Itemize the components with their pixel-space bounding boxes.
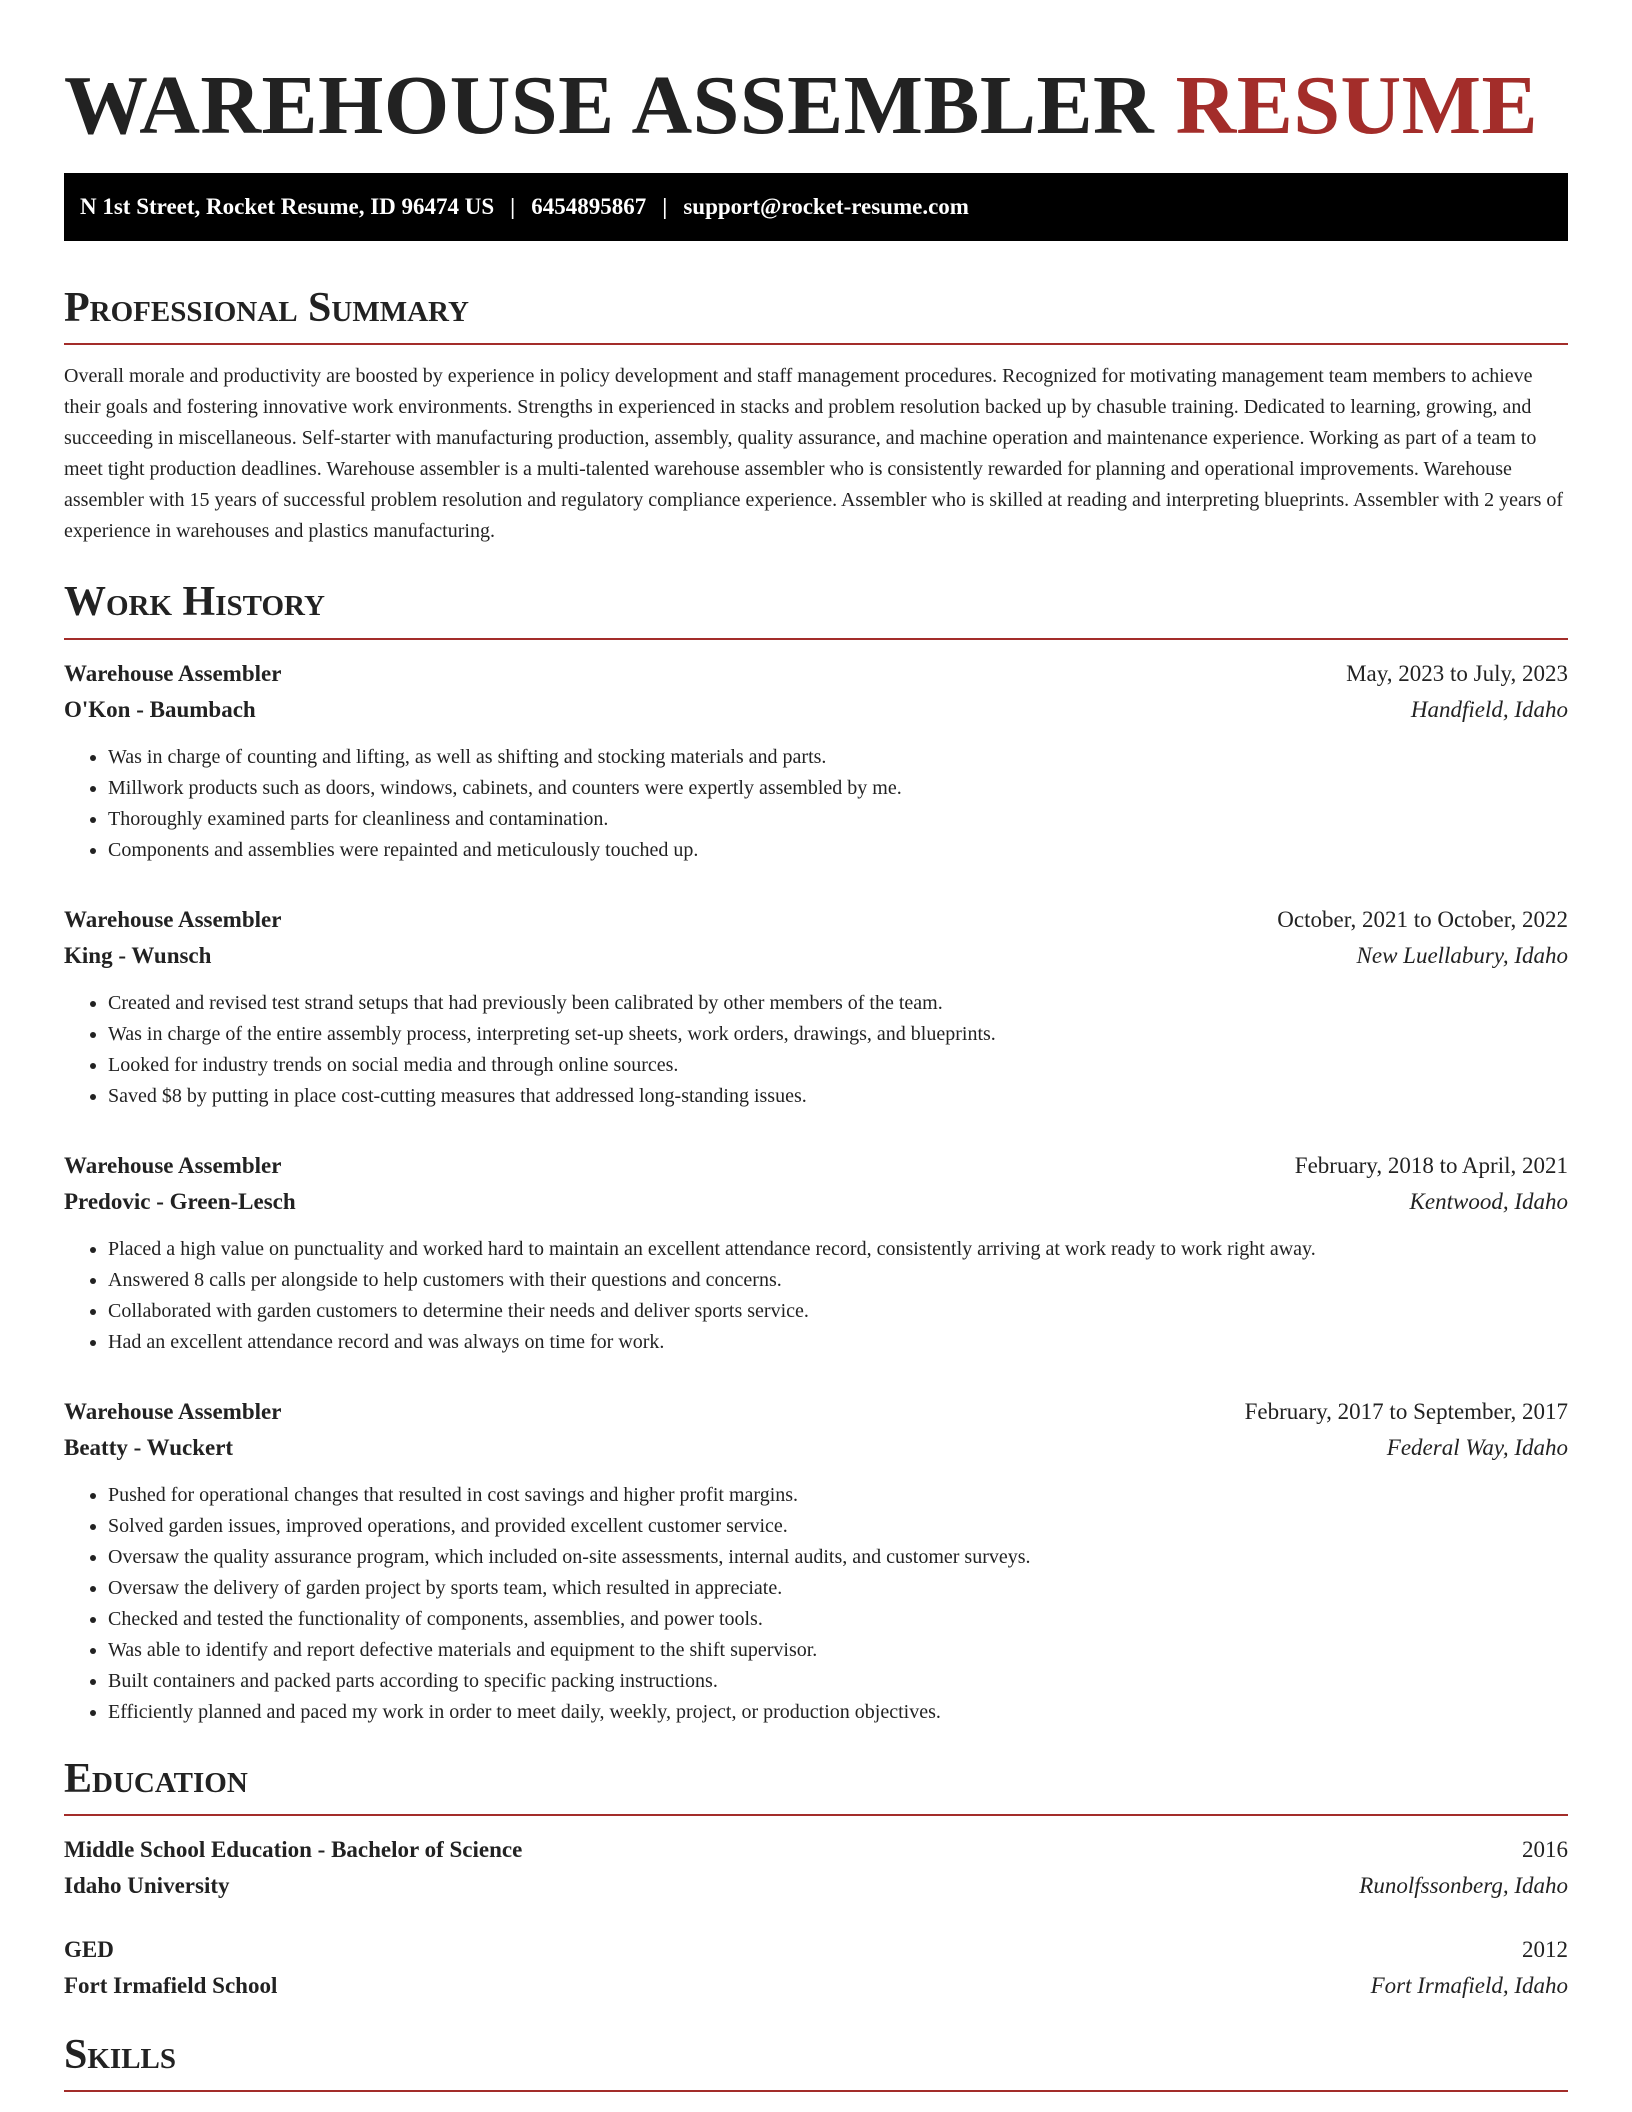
summary-section	[64, 283, 1568, 547]
job-header	[64, 1148, 1568, 1184]
contact-separator: |	[662, 193, 668, 219]
resume-title	[64, 0, 1568, 157]
job-subheader	[64, 938, 1568, 974]
job-bullet: • Thoroughly examined parts for cleanliness and contamination.	[108, 804, 1568, 835]
job-dates: October, 2021 to October, 2022	[1277, 906, 1568, 932]
job-header	[64, 1394, 1568, 1430]
education-location: Fort Irmafield, Idaho	[1370, 1972, 1568, 1998]
job-subheader	[64, 1430, 1568, 1466]
education-subheader	[64, 1868, 1568, 1904]
contact-phone: 6454895867	[531, 193, 647, 219]
section-divider	[64, 2090, 1568, 2092]
job-bullet: • Collaborated with garden customers to determine their needs and deliver sports service.	[108, 1296, 1568, 1327]
job-subheader	[64, 1184, 1568, 1220]
education-school: Idaho University	[64, 1872, 230, 1898]
skills-section	[64, 2030, 1568, 2092]
contact-bar	[64, 173, 1568, 241]
job-location: Federal Way, Idaho	[1386, 1434, 1568, 1460]
job-entry	[64, 1148, 1568, 1358]
job-bullet: • Was in charge of counting and lifting, as well as shifting and stocking materials and parts.	[108, 742, 1568, 773]
section-divider	[64, 638, 1568, 640]
education-school: Fort Irmafield School	[64, 1972, 278, 1998]
job-subheader	[64, 692, 1568, 728]
education-entry	[64, 1832, 1568, 1904]
job-dates: February, 2018 to April, 2021	[1294, 1152, 1568, 1178]
job-bullet: • Placed a high value on punctuality and worked hard to maintain an excellent attendance record, consistently arriving at work ready to work right away.	[108, 1234, 1568, 1265]
job-location: Kentwood, Idaho	[1409, 1188, 1568, 1214]
education-header	[64, 1932, 1568, 1968]
job-title: Warehouse Assembler	[64, 906, 282, 932]
education-year: 2012	[1522, 1936, 1568, 1962]
education-degree: Middle School Education - Bachelor of Science	[64, 1836, 523, 1862]
job-bullet: • Oversaw the quality assurance program, which included on-site assessments, internal audits, and customer surveys.	[108, 1542, 1568, 1573]
job-bullet: • Answered 8 calls per alongside to help customers with their questions and concerns.	[108, 1265, 1568, 1296]
education-subheader	[64, 1968, 1568, 2004]
job-dates: May, 2023 to July, 2023	[1346, 660, 1568, 686]
summary-heading: Professional Summary	[64, 284, 469, 331]
job-header	[64, 656, 1568, 692]
job-entry	[64, 1394, 1568, 1728]
job-header	[64, 902, 1568, 938]
job-bullet: • Had an excellent attendance record and was always on time for work.	[108, 1327, 1568, 1358]
skills-heading: Skills	[64, 2031, 177, 2078]
job-bullet: • Built containers and packed parts according to specific packing instructions.	[108, 1666, 1568, 1697]
job-bullet: • Was able to identify and report defective materials and equipment to the shift supervisor.	[108, 1635, 1568, 1666]
education-entry	[64, 1932, 1568, 2004]
job-bullet: • Saved $8 by putting in place cost-cutting measures that addressed long-standing issues.	[108, 1081, 1568, 1112]
summary-text: Overall morale and productivity are boosted by experience in policy development and staff management procedures. Recognized for motivating management team members to achieve their goals and fostering innovative work environments. Strengths in experienced in stacks and problem resolution backed up by chasuble training. Dedicated to learning, growing, and succeeding in miscellaneous. Self-starter with manufacturing production, assembly, quality assurance, and machine operation and maintenance experience. Working as part of a team to meet tight production deadlines. Warehouse assembler is a multi-talented warehouse assembler who is consistently rewarded for planning and operational improvements. Warehouse assembler with 15 years of successful problem resolution and regulatory compliance experience. Assembler who is skilled at reading and interpreting blueprints. Assembler with 2 years of experience in warehouses and plastics manufacturing.	[64, 365, 1564, 543]
contact-email: support@rocket-resume.com	[683, 193, 969, 219]
job-company: Beatty - Wuckert	[64, 1434, 234, 1460]
education-degree: GED	[64, 1936, 114, 1962]
job-bullet: • Was in charge of the entire assembly process, interpreting set-up sheets, work orders, drawings, and blueprints.	[108, 1019, 1568, 1050]
job-company: O'Kon - Baumbach	[64, 696, 256, 722]
education-location: Runolfssonberg, Idaho	[1359, 1872, 1568, 1898]
job-company: King - Wunsch	[64, 942, 212, 968]
section-divider	[64, 1814, 1568, 1816]
section-divider	[64, 343, 1568, 345]
job-bullet: • Pushed for operational changes that resulted in cost savings and higher profit margins.	[108, 1480, 1568, 1511]
job-entry	[64, 902, 1568, 1112]
job-company: Predovic - Green-Lesch	[64, 1188, 296, 1214]
job-location: New Luellabury, Idaho	[1356, 942, 1568, 968]
title-accent: RESUME	[1175, 59, 1539, 152]
job-title: Warehouse Assembler	[64, 1152, 282, 1178]
job-dates: February, 2017 to September, 2017	[1244, 1398, 1568, 1424]
education-heading: Education	[64, 1755, 248, 1802]
job-entry	[64, 656, 1568, 866]
job-bullet: • Efficiently planned and paced my work in order to meet daily, weekly, project, or production objectives.	[108, 1697, 1568, 1728]
contact-separator: |	[510, 193, 516, 219]
job-location: Handfield, Idaho	[1410, 696, 1568, 722]
job-title: Warehouse Assembler	[64, 660, 282, 686]
contact-address: N 1st Street, Rocket Resume, ID 96474 US	[80, 193, 495, 219]
job-title: Warehouse Assembler	[64, 1398, 282, 1424]
job-bullets	[64, 1234, 1568, 1358]
job-bullet: • Looked for industry trends on social media and through online sources.	[108, 1050, 1568, 1081]
job-bullet: • Oversaw the delivery of garden project by sports team, which resulted in appreciate.	[108, 1573, 1568, 1604]
education-header	[64, 1832, 1568, 1868]
job-bullet: • Millwork products such as doors, windows, cabinets, and counters were expertly assembled by me.	[108, 773, 1568, 804]
job-bullets	[64, 988, 1568, 1112]
work-history-heading: Work History	[64, 579, 325, 626]
job-bullets	[64, 1480, 1568, 1728]
education-year: 2016	[1522, 1836, 1568, 1862]
education-section	[64, 1754, 1568, 2004]
job-bullet: • Solved garden issues, improved operations, and provided excellent customer service.	[108, 1511, 1568, 1542]
work-history-section	[64, 577, 1568, 1727]
job-bullet: • Components and assemblies were repainted and meticulously touched up.	[108, 835, 1568, 866]
job-bullets	[64, 742, 1568, 866]
title-main: WAREHOUSE ASSEMBLER	[64, 59, 1155, 152]
job-bullet: • Checked and tested the functionality of components, assemblies, and power tools.	[108, 1604, 1568, 1635]
job-bullet: • Created and revised test strand setups that had previously been calibrated by other members of the team.	[108, 988, 1568, 1019]
